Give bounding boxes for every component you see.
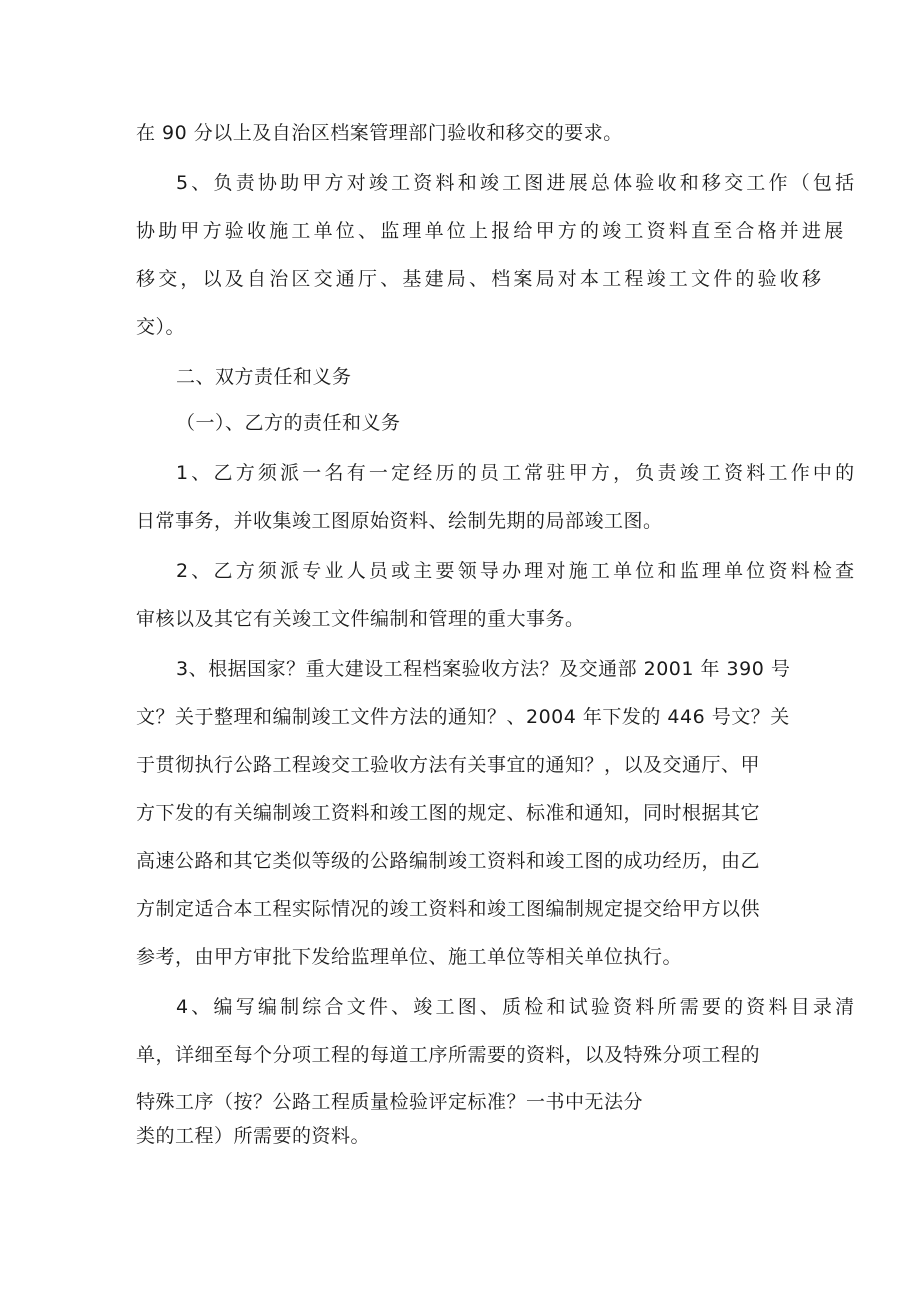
paragraph-line: 特殊工序（按？公路工程质量检验评定标准？一书中无法分	[136, 1091, 644, 1113]
paragraph-line: 单，详细至每个分项工程的每道工序所需要的资料，以及特殊分项工程的	[136, 1044, 761, 1066]
section-heading: 二、双方责任和义务	[176, 366, 352, 388]
paragraph-line: 方制定适合本工程实际情况的竣工资料和竣工图编制规定提交给甲方以供	[136, 898, 761, 920]
paragraph-line: 日常事务，并收集竣工图原始资料、绘制先期的局部竣工图。	[136, 510, 663, 532]
paragraph-line: 方下发的有关编制竣工资料和竣工图的规定、标准和通知，同时根据其它	[136, 802, 761, 824]
subsection-heading: （一）、乙方的责任和义务	[176, 412, 401, 434]
paragraph-line: 在 90 分以上及自治区档案管理部门验收和移交的要求。	[136, 122, 623, 144]
paragraph-line: 1、乙方须派一名有一定经历的员工常驻甲方，负责竣工资料工作中的	[176, 462, 858, 484]
paragraph-line: 高速公路和其它类似等级的公路编制竣工资料和竣工图的成功经历，由乙	[136, 850, 761, 872]
paragraph-line: 审核以及其它有关竣工文件编制和管理的重大事务。	[136, 608, 585, 630]
paragraph-line: 文？关于整理和编制竣工文件方法的通知？、2004 年下发的 446 号文？关	[136, 706, 790, 728]
paragraph-line: 参考，由甲方审批下发给监理单位、施工单位等相关单位执行。	[136, 946, 683, 968]
paragraph-line: 于贯彻执行公路工程竣交工验收方法有关事宜的通知？，以及交通厅、甲	[136, 754, 761, 776]
paragraph-line: 5、负责协助甲方对竣工资料和竣工图进展总体验收和移交工作（包括	[176, 172, 858, 194]
paragraph-line: 3、根据国家？重大建设工程档案验收方法？及交通部 2001 年 390 号	[176, 658, 791, 680]
paragraph-line: 2、乙方须派专业人员或主要领导办理对施工单位和监理单位资料检查	[176, 560, 858, 582]
paragraph-line: 协助甲方验收施工单位、监理单位上报给甲方的竣工资料直至合格并进展	[136, 220, 847, 242]
paragraph-line: 移交，以及自治区交通厅、基建局、档案局对本工程竣工文件的验收移	[136, 268, 825, 290]
paragraph-line: 4、编写编制综合文件、竣工图、质检和试验资料所需要的资料目录清	[176, 996, 858, 1018]
paragraph-line: 交）。	[136, 316, 186, 338]
paragraph-line: 类的工程）所需要的资料。	[136, 1125, 371, 1147]
